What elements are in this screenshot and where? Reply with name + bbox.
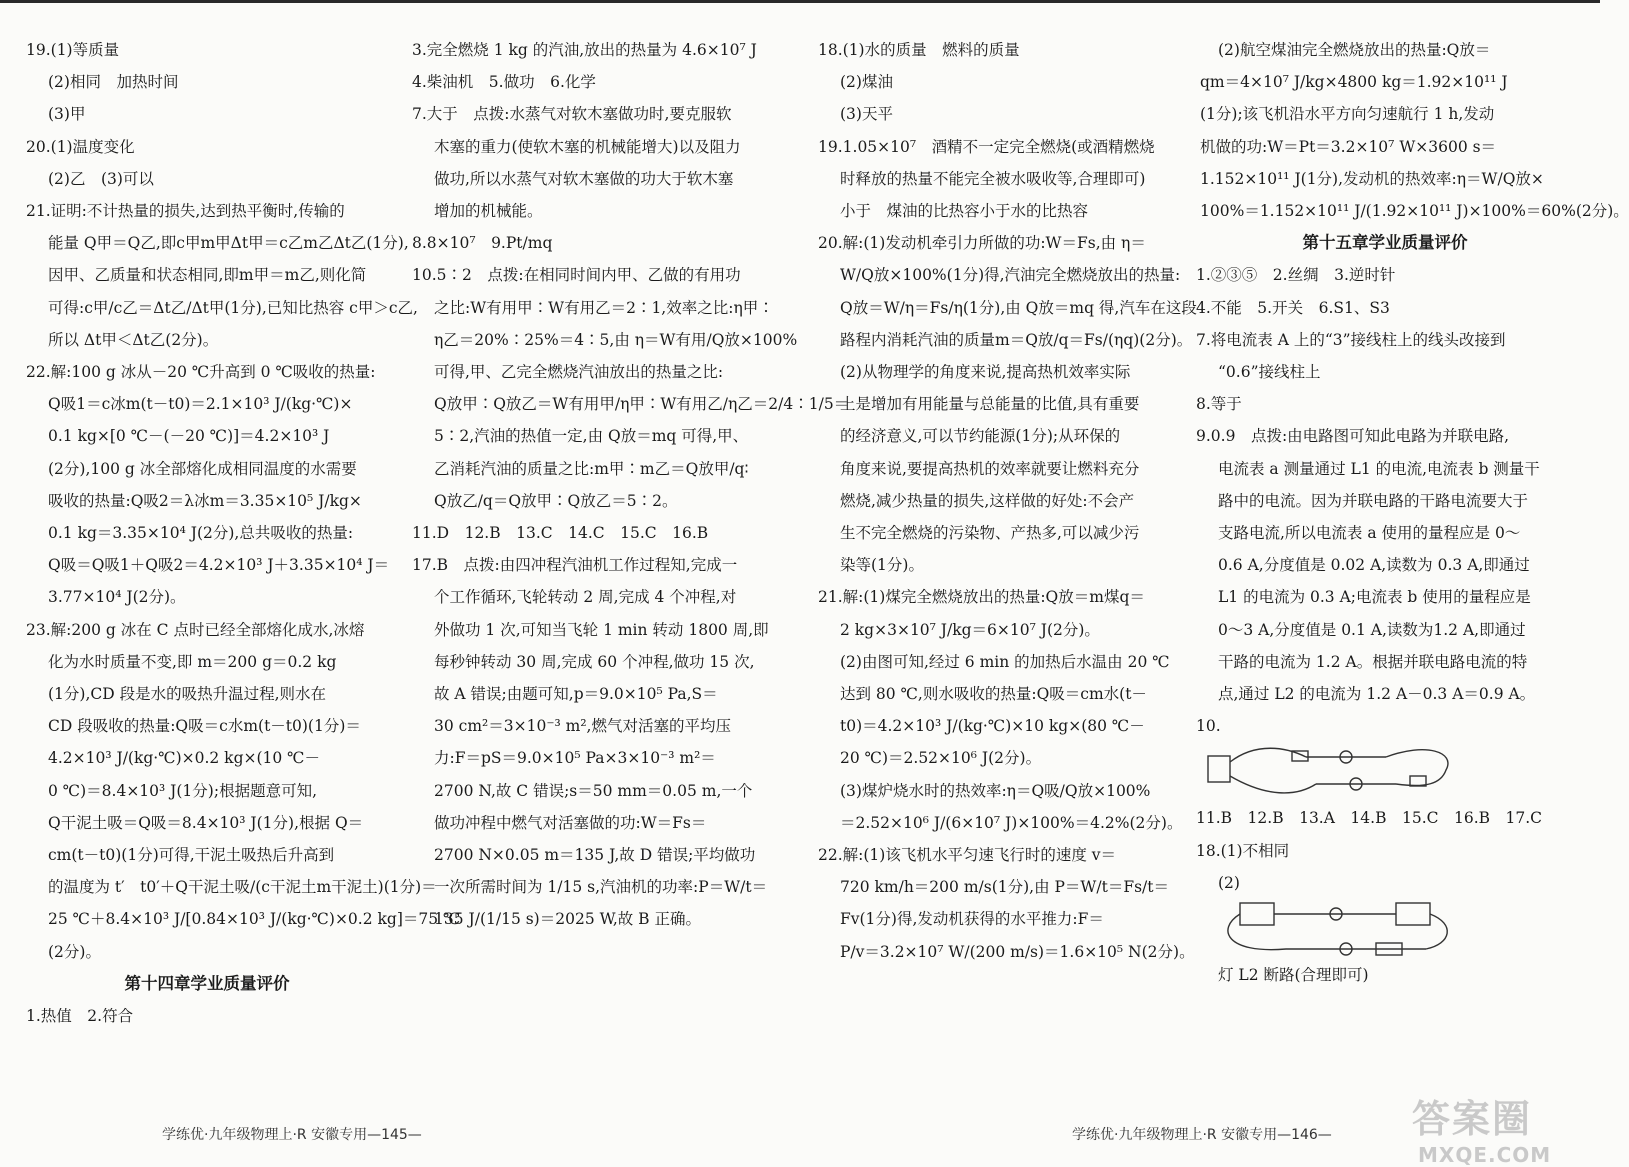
answer-line: L1 的电流为 0.3 A;电流表 b 使用的量程应是 (1218, 588, 1531, 607)
answer-line: Q吸＝Q吸1＋Q吸2＝4.2×10³ J＋3.35×10⁴ J＝ (48, 556, 390, 575)
answer-line: 2700 N×0.05 m＝135 J,故 D 错误;平均做功 (434, 846, 756, 865)
answer-line: 达到 80 ℃,则水吸收的热量:Q吸＝cm水(t－ (840, 685, 1147, 704)
answer-line: 9.0.9 点拨:由电路图可知此电路为并联电路, (1196, 427, 1510, 446)
answer-line: 干路的电流为 1.2 A。根据并联电路电流的特 (1218, 652, 1528, 671)
column-4 (1196, 34, 1629, 991)
answer-line: η乙＝20%∶25%＝4∶5,由 η＝W有用/Q放×100% (434, 330, 798, 349)
answer-line: 电流表 a 测量通过 L1 的电流,电流表 b 测量干 (1218, 459, 1540, 478)
answer-line: (2)相同 加热时间 (48, 73, 179, 92)
answer-line: 8.等于 (1196, 395, 1242, 414)
answer-line: (1分),CD 段是水的吸热升温过程,则水在 (48, 685, 327, 704)
answer-line: 个工作循环,飞轮转动 2 周,完成 4 个冲程,对 (434, 588, 737, 607)
answer-line: 生不完全燃烧的污染物、产热多,可以减少污 (840, 524, 1140, 543)
answer-line: 角度来说,要提高热机的效率就要让燃料充分 (840, 459, 1140, 478)
answer-line: (2分),100 g 冰全部熔化成相同温度的水需要 (48, 459, 357, 478)
answer-line: 17.B 点拨:由四冲程汽油机工作过程知,完成一 (412, 556, 738, 575)
answer-line: 4.柴油机 5.做功 6.化学 (412, 73, 596, 92)
answer-line: 故 A 错误;由题可知,p＝9.0×10⁵ Pa,S＝ (434, 685, 718, 704)
answer-line: 小于 煤油的比热容小于水的比热容 (840, 202, 1089, 221)
answer-line: 10.5∶2 点拨:在相同时间内甲、乙做的有用功 (412, 266, 741, 285)
answer-line: (2)从物理学的角度来说,提高热机效率实际 (840, 363, 1131, 382)
answer-line: 的温度为 t′ t0′＋Q干泥土吸/(c干泥土m干泥土)(1分)＝ (48, 878, 437, 897)
answer-line: 乙消耗汽油的质量之比:m甲∶m乙＝Q放甲/q∶ (434, 459, 749, 478)
answer-line: 19.1.05×10⁷ 酒精不一定完全燃烧(或酒精燃烧 (818, 137, 1155, 156)
answer-line: 22.解:100 g 冰从－20 ℃升高到 0 ℃吸收的热量: (26, 363, 376, 382)
answer-line: 因甲、乙质量和状态相同,即m甲＝m乙,则化简 (48, 266, 367, 285)
answer-line: 外做功 1 次,可知当飞轮 1 min 转动 1800 周,即 (434, 620, 769, 639)
answer-line: qm＝4×10⁷ J/kg×4800 kg＝1.92×10¹¹ J (1200, 73, 1508, 92)
answer-line: 19.(1)等质量 (26, 41, 120, 59)
answer-line: 3.完全燃烧 1 kg 的汽油,放出的热量为 4.6×10⁷ J (412, 41, 757, 59)
answer-line: 8.8×10⁷ 9.Pt/mq (412, 234, 553, 253)
watermark-logo-text: 答案圈 (1412, 1097, 1533, 1141)
answer-line: 30 cm²＝3×10⁻³ m²,燃气对活塞的平均压 (434, 717, 731, 736)
answer-line: 25 ℃＋8.4×10³ J/[0.84×10³ J/(kg·℃)×0.2 kg]＝75 ℃ (48, 910, 461, 929)
top-rule (0, 0, 1600, 3)
answer-line: 机做的功:W＝Pt＝3.2×10⁷ W×3600 s＝ (1200, 137, 1497, 156)
answer-line: 20 ℃)＝2.52×10⁶ J(2分)。 (840, 749, 1042, 768)
answer-line: ＝2.52×10⁶ J/(6×10⁷ J)×100%＝4.2%(2分)。 (840, 813, 1183, 832)
answer-line: (2)航空煤油完全燃烧放出的热量:Q放＝ (1218, 41, 1491, 59)
answer-line: 10. (1196, 717, 1221, 736)
column-3 (818, 34, 1197, 968)
answer-line: (3)天平 (840, 105, 893, 124)
answer-line: 4.不能 5.开关 6.S1、S3 (1196, 298, 1390, 317)
answer-line: 20.(1)温度变化 (26, 137, 135, 156)
answer-line: 23.解:200 g 冰在 C 点时已经全部熔化成水,冰熔 (26, 620, 365, 639)
answer-line: W/Q放×100%(1分)得,汽油完全燃烧放出的热量: (840, 266, 1181, 285)
answer-line: 18.(1)水的质量 燃料的质量 (818, 41, 1020, 59)
footer-left: 学练优·九年级物理上·R 安徽专用—145— (162, 1127, 422, 1143)
answer-line: Q放乙/q＝Q放甲∶Q放乙＝5∶2。 (434, 491, 678, 510)
answer-line: (1分);该飞机沿水平方向匀速航行 1 h,发动 (1200, 105, 1495, 124)
answer-line: 吸收的热量:Q吸2＝λ冰m＝3.35×10⁵ J/kg× (48, 491, 362, 510)
answer-line: 做功冲程中燃气对活塞做的功:W＝Fs＝ (434, 813, 707, 832)
answer-line: 3.77×10⁴ J(2分)。 (48, 588, 186, 607)
chapter-heading-15: 第十五章学业质量评价 (1302, 233, 1468, 253)
answer-line: 每秒钟转动 30 周,完成 60 个冲程,做功 15 次, (434, 652, 755, 671)
answer-line: 2700 N,故 C 错误;s＝50 mm＝0.05 m,一个 (434, 781, 753, 800)
answer-line: 0.6 A,分度值是 0.02 A,读数为 0.3 A,即通过 (1218, 556, 1530, 575)
answer-line: 20.解:(1)发动机牵引力所做的功:W＝Fs,由 η＝ (818, 234, 1146, 253)
answer-line: 木塞的重力(使软木塞的机械能增大)以及阻力 (434, 137, 741, 156)
chapter-heading-14: 第十四章学业质量评价 (124, 973, 290, 993)
answer-line: 135 J/(1/15 s)＝2025 W,故 B 正确。 (434, 910, 701, 929)
answer-line: 0.1 kg×[0 ℃－(－20 ℃)]＝4.2×10³ J (48, 427, 330, 446)
answer-line: 的经济意义,可以节约能源(1分);从环保的 (840, 427, 1121, 446)
column-1 (26, 34, 461, 1032)
answer-line: CD 段吸收的热量:Q吸＝c水m(t－t0)(1分)＝ (48, 717, 361, 736)
answer-line: (3)煤炉烧水时的热效率:η＝Q吸/Q放×100% (840, 781, 1151, 800)
answer-line: (2)煤油 (840, 73, 893, 92)
answer-line: 一次所需时间为 1/15 s,汽油机的功率:P＝W/t＝ (434, 878, 768, 897)
answer-line: Q吸1＝c冰m(t－t0)＝2.1×10³ J/(kg·℃)× (48, 395, 353, 414)
answer-line: 0 ℃)＝8.4×10³ J(1分);根据题意可知, (48, 781, 317, 800)
answer-line: (3)甲 (48, 105, 86, 124)
answer-line: 21.解:(1)煤完全燃烧放出的热量:Q放＝m煤q＝ (818, 588, 1145, 607)
answer-line: Q放＝W/η＝Fs/η(1分),由 Q放＝mq 得,汽车在这段 (840, 298, 1197, 317)
answer-line: t0)＝4.2×10³ J/(kg·℃)×10 kg×(80 ℃－ (840, 717, 1145, 736)
column-2 (412, 34, 850, 936)
answer-line: 7.大于 点拨:水蒸气对软木塞做功时,要克服软 (412, 105, 732, 124)
answer-line: 1.152×10¹¹ J(1分),发动机的热效率:η＝W/Q放× (1200, 169, 1544, 188)
answer-line: Q干泥土吸＝Q吸＝8.4×10³ J(1分),根据 Q＝ (48, 813, 364, 832)
answer-line: 增加的机械能。 (434, 202, 543, 221)
watermark-url: MXQE.COM (1418, 1143, 1552, 1167)
answer-line: “0.6”接线柱上 (1218, 363, 1321, 382)
answer-line: 可得,甲、乙完全燃烧汽油放出的热量之比: (434, 363, 724, 382)
watermark (1412, 1088, 1551, 1167)
answer-line: 支路电流,所以电流表 a 使用的量程应是 0～ (1218, 524, 1521, 543)
answer-line: 21.证明:不计热量的损失,达到热平衡时,传输的 (26, 202, 345, 221)
answer-line: (2分)。 (48, 942, 101, 961)
answer-line: 7.将电流表 A 上的“3”接线柱上的线头改接到 (1196, 330, 1506, 349)
answer-line: 2 kg×3×10⁷ J/kg＝6×10⁷ J(2分)。 (840, 620, 1100, 639)
circuit-figure-10 (1196, 742, 1496, 802)
answer-line: 路中的电流。因为并联电路的干路电流要大于 (1218, 491, 1529, 510)
answer-line: P/v＝3.2×10⁷ W/(200 m/s)＝1.6×10⁵ N(2分)。 (840, 942, 1195, 961)
answer-line: 1.热值 2.符合 (26, 1007, 134, 1026)
answer-line: 11.B 12.B 13.A 14.B 15.C 16.B 17.C (1196, 809, 1543, 828)
answer-line: 18.(1)不相同 (1196, 841, 1290, 860)
answer-line: 之比:W有用甲∶W有用乙＝2∶1,效率之比:η甲∶ (434, 298, 774, 317)
answer-line: 720 km/h＝200 m/s(1分),由 P＝W/t＝Fs/t＝ (840, 878, 1169, 897)
answer-line: 0～3 A,分度值是 0.1 A,读数为1.2 A,即通过 (1218, 620, 1526, 639)
answer-line: (2)由图可知,经过 6 min 的加热后水温由 20 ℃ (840, 652, 1170, 671)
answer-line: 4.2×10³ J/(kg·℃)×0.2 kg×(10 ℃－ (48, 749, 321, 768)
answer-line: 上是增加有用能量与总能量的比值,具有重要 (840, 395, 1140, 414)
answer-line: Fv(1分)得,发动机获得的水平推力:F＝ (840, 910, 1104, 929)
answer-line: 所以 Δt甲＜Δt乙(2分)。 (48, 330, 219, 349)
answer-line: (2) (1218, 873, 1240, 892)
footer-right: 学练优·九年级物理上·R 安徽专用—146— (1072, 1127, 1332, 1143)
answer-line: 11.D 12.B 13.C 14.C 15.C 16.B (412, 524, 709, 543)
circuit-figure-18 (1196, 899, 1496, 959)
answer-line: 做功,所以水蒸气对软木塞做的功大于软木塞 (434, 169, 734, 188)
answer-line: Q放甲∶Q放乙＝W有用甲/η甲∶W有用乙/η乙＝2/4∶1/5＝ (434, 395, 850, 414)
answer-line: cm(t－t0)(1分)可得,干泥土吸热后升高到 (48, 846, 335, 865)
answer-line: 1.②③⑤ 2.丝绸 3.逆时针 (1196, 266, 1396, 285)
answer-line: 染等(1分)。 (840, 556, 924, 575)
answer-line: 时释放的热量不能完全被水吸收等,合理即可) (840, 169, 1146, 188)
answer-line: 灯 L2 断路(合理即可) (1218, 966, 1369, 985)
answer-line: 点,通过 L2 的电流为 1.2 A－0.3 A＝0.9 A。 (1218, 685, 1536, 704)
answer-line: 5∶2,汽油的热值一定,由 Q放＝mq 可得,甲、 (434, 427, 749, 446)
answer-line: 燃烧,减少热量的损失,这样做的好处:不会产 (840, 491, 1135, 510)
answer-line: 22.解:(1)该飞机水平匀速飞行时的速度 v＝ (818, 846, 1117, 865)
answer-line: 100%＝1.152×10¹¹ J/(1.92×10¹¹ J)×100%＝60%(2分)。 (1200, 202, 1629, 221)
answer-line: (2)乙 (3)可以 (48, 169, 154, 188)
answer-line: 力:F＝pS＝9.0×10⁵ Pa×3×10⁻³ m²＝ (434, 749, 716, 768)
answer-line: 可得:c甲/c乙＝Δt乙/Δt甲(1分),已知比热容 c甲＞c乙, (48, 298, 418, 317)
answer-line: 路程内消耗汽油的质量m＝Q放/q＝Fs/(ηq)(2分)。 (840, 330, 1193, 349)
answer-line: 能量 Q甲＝Q乙,即c甲m甲Δt甲＝c乙m乙Δt乙(1分), (48, 234, 409, 253)
answer-line: 化为水时质量不变,即 m＝200 g＝0.2 kg (48, 652, 337, 671)
answer-line: 0.1 kg＝3.35×10⁴ J(2分),总共吸收的热量: (48, 524, 354, 543)
